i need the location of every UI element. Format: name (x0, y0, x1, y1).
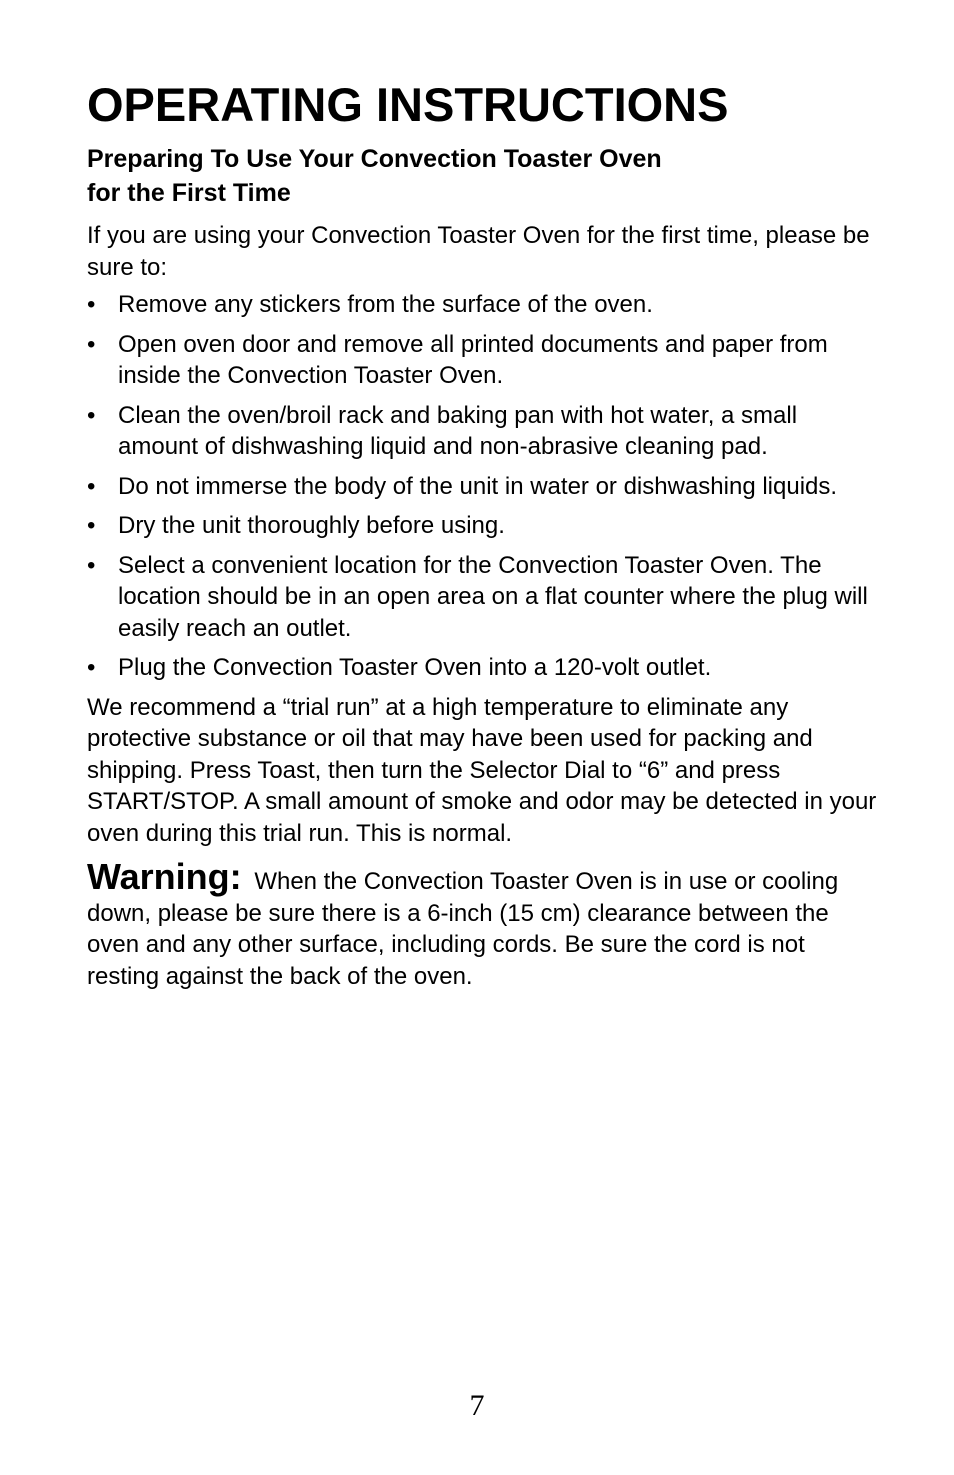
subheading-line-2: for the First Time (87, 179, 291, 207)
warning-paragraph (87, 856, 877, 992)
list-item-text: Dry the unit thoroughly before using. (118, 512, 505, 539)
list-item (87, 652, 877, 684)
first-use-checklist (87, 289, 877, 684)
warning-text: When the Convection Toaster Oven is in use or cooling down, please be sure there is a 6-inch (15 cm) clearance between the oven and any other surface, including cords. Be sure the cord is not resting against the back of the oven. (87, 868, 839, 990)
bullet-icon: • (87, 330, 96, 358)
list-item (87, 510, 877, 542)
bullet-icon: • (87, 401, 96, 429)
trial-run-paragraph: We recommend a “trial run” at a high temperature to eliminate any protective substance or oil that may have been used for packing and shipping. Press Toast, then turn the Selector Dial to “6” and press START/STOP. A small amount of smoke and odor may be detected in your oven during this trial run. This is normal. (87, 693, 877, 847)
page-content (87, 78, 877, 992)
warning-label: Warning: (87, 856, 242, 897)
bullet-icon: • (87, 551, 96, 579)
page-title: OPERATING INSTRUCTIONS (87, 78, 729, 131)
bullet-icon: • (87, 512, 96, 539)
bullet-icon: • (87, 291, 96, 318)
subheading-line-1: Preparing To Use Your Convection Toaster Oven (87, 145, 662, 173)
list-item (87, 289, 877, 321)
bullet-icon: • (87, 654, 96, 681)
list-item-text: Remove any stickers from the surface of the oven. (118, 291, 653, 318)
list-item-text: Open oven door and remove all printed documents and paper from inside the Convection Toaster Oven. (118, 330, 828, 389)
list-item (87, 550, 877, 645)
intro-paragraph: If you are using your Convection Toaster Oven for the first time, please be sure to: (87, 222, 870, 281)
list-item-text: Select a convenient location for the Convection Toaster Oven. The location should be in an open area on a flat counter where the plug will easily reach an outlet. (118, 551, 868, 642)
list-item-text: Plug the Convection Toaster Oven into a 120-volt outlet. (118, 654, 712, 681)
list-item-text: Clean the oven/broil rack and baking pan with hot water, a small amount of dishwashing liquid and non-abrasive cleaning pad. (118, 401, 798, 460)
list-item-text: Do not immerse the body of the unit in water or dishwashing liquids. (118, 472, 838, 500)
bullet-icon: • (87, 472, 96, 500)
page-number: 7 (469, 1389, 485, 1422)
list-item (87, 329, 877, 392)
list-item (87, 400, 877, 463)
section-subheading (87, 142, 767, 210)
list-item (87, 471, 877, 503)
